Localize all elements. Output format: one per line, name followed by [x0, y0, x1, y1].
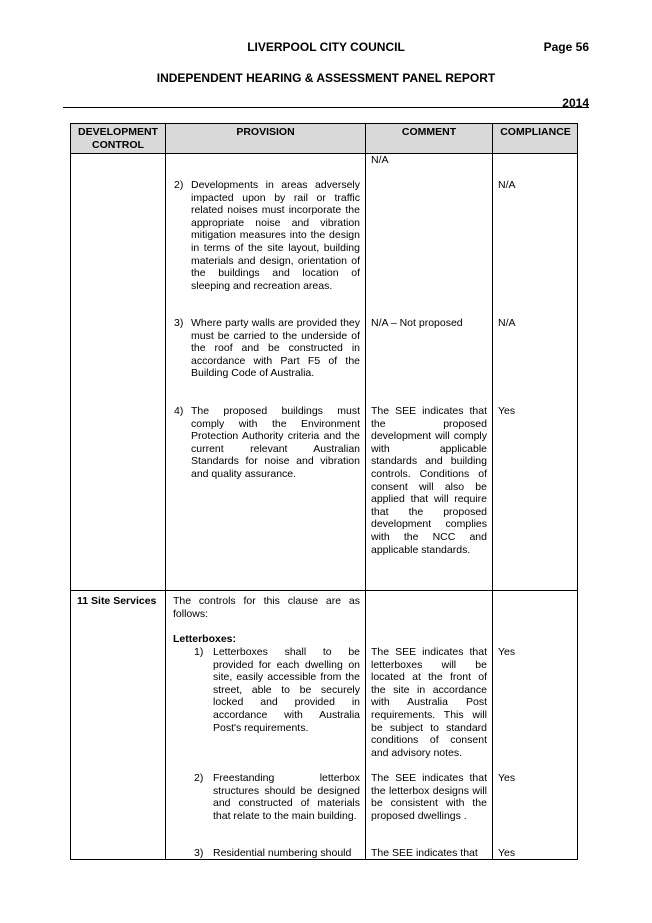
- provision-text: Where party walls are provided they must be carried to the underside of the roof and be constructed in accordance with Part F5 of the Building Code of Australia.: [191, 317, 360, 380]
- section-subheading: Letterboxes:: [173, 633, 237, 645]
- header-divider: [71, 153, 577, 154]
- column-header-provision: PROVISION: [236, 126, 295, 138]
- provision-text: Residential numbering should: [213, 847, 352, 859]
- page-header-title: LIVERPOOL CITY COUNCIL: [247, 40, 405, 54]
- comment-cell: N/A: [371, 154, 389, 166]
- row-divider: [71, 590, 577, 591]
- compliance-cell: N/A: [498, 317, 516, 329]
- compliance-cell: Yes: [498, 405, 516, 417]
- compliance-cell: Yes: [498, 847, 516, 859]
- provision-number: 3): [174, 317, 184, 329]
- report-subtitle: INDEPENDENT HEARING & ASSESSMENT PANEL REPORT: [156, 71, 496, 85]
- provision-text: Freestanding letterbox structures should be designed and constructed of materials that relate to the main building.: [213, 772, 360, 822]
- report-year: 2014: [562, 96, 589, 110]
- comment-cell: The SEE indicates that the letterbox designs will be consistent with the proposed dwellings .: [371, 772, 487, 822]
- column-divider: [165, 124, 166, 859]
- provision-number: 1): [194, 646, 204, 658]
- column-header-compliance: COMPLIANCE: [500, 126, 571, 138]
- compliance-cell: Yes: [498, 772, 516, 784]
- provision-text: Letterboxes shall to be provided for each dwelling on site, easily accessible from the street, able to be securely locked and provided in accordance with Australia Post's requirements.: [213, 646, 360, 734]
- development-control-label: 11 Site Services: [77, 595, 157, 607]
- header-rule: [63, 107, 589, 108]
- provision-number: 4): [174, 405, 184, 417]
- provision-number: 2): [174, 179, 184, 191]
- column-header-control: DEVELOPMENT CONTROL: [78, 126, 158, 151]
- compliance-cell: Yes: [498, 646, 516, 658]
- provision-number: 3): [194, 847, 204, 859]
- provision-text: The proposed buildings must comply with the Environment Protection Authority criteria and the current relevant Australian Standards for noise and vibration and quality assurance.: [191, 405, 360, 480]
- compliance-cell: N/A: [498, 179, 516, 191]
- column-header-comment: COMMENT: [401, 126, 457, 138]
- section-intro: The controls for this clause are as follows:: [173, 595, 360, 620]
- page-number: Page 56: [543, 40, 589, 54]
- comment-cell: The SEE indicates that the proposed development will comply with applicable standards and building controls. Conditions of consent will also be applied that will require that the proposed development complies with the NCC and applicable standards.: [371, 405, 487, 556]
- comment-cell: The SEE indicates that letterboxes will be located at the front of the site in accordance with Australia Post requirements. This will be subject to standard conditions of consent and advisory notes.: [371, 646, 487, 759]
- column-divider: [365, 124, 366, 859]
- provision-text: Developments in areas adversely impacted upon by rail or traffic related noises must incorporate the appropriate noise and vibration mitigation measures into the design in terms of the site layout, building materials and design, orientation of the buildings and location of sleeping and recreation areas.: [191, 179, 360, 292]
- provision-number: 2): [194, 772, 204, 784]
- column-divider: [492, 124, 493, 859]
- comment-cell: N/A – Not proposed: [371, 317, 463, 329]
- comment-cell: The SEE indicates that: [371, 847, 478, 859]
- compliance-table: [70, 123, 578, 860]
